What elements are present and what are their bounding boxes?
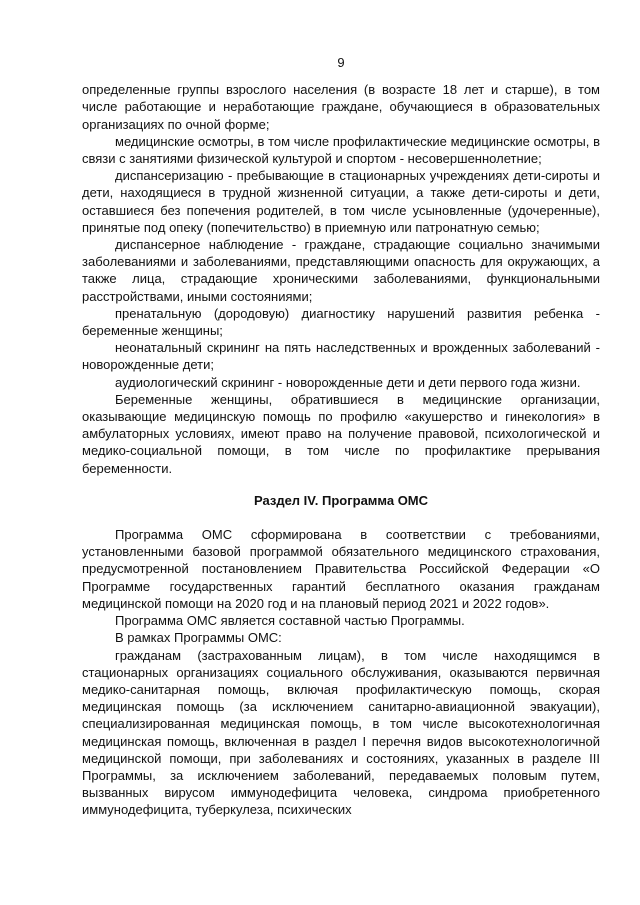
paragraph: Программа ОМС является составной частью Программы. bbox=[115, 613, 465, 629]
page-number: 9 bbox=[337, 55, 345, 70]
paragraph: гражданам (застрахованным лицам), в том числе находящимся в стационарных организациях социального обслуживания, оказываются первичная медико-санитарная помощь, включая профилактическую помощь, скорая медицинская помощь (за исключением санитарно-авиационной эвакуации), специализированная медицинская помощь, в том числе высокотехнологичная медицинская помощь, включенная в раздел I перечня видов высокотехнологичной медицинской помощи, при заболеваниях и состояниях, указанных в разделе III Программы, за исключением заболеваний, передаваемых половым путем, вызванных вирусом иммунодефицита человека, синдрома приобретенного иммунодефицита, туберкулеза, психических bbox=[82, 647, 600, 818]
paragraph: диспансерное наблюдение - граждане, страдающие социально значимыми заболеваниями и заболеваниями, представляющими опасность для окружающих, а также лица, страдающие хроническими заболеваниями, функциональными расстройствами, иными состояниями; bbox=[82, 237, 600, 304]
paragraph: Беременные женщины, обратившиеся в медицинские организации, оказывающие медицинскую помощь по профилю «акушерство и гинекология» в амбулаторных условиях, имеют право на получение правовой, психологической и медико-социальной помощи, в том числе по профилактике прерывания беременности. bbox=[82, 391, 600, 476]
paragraph: аудиологический скрининг - новорожденные дети и дети первого года жизни. bbox=[115, 374, 581, 390]
paragraph: неонатальный скрининг на пять наследственных и врожденных заболеваний - новорожденные дети; bbox=[82, 340, 600, 373]
document-page bbox=[82, 54, 600, 819]
paragraph: определенные группы взрослого населения (в возрасте 18 лет и старше), в том числе работающие и неработающие граждане, обучающиеся в образовательных организациях по очной форме; bbox=[82, 82, 600, 132]
paragraph: В рамках Программы ОМС: bbox=[115, 630, 282, 646]
paragraph: диспансеризацию - пребывающие в стационарных учреждениях дети-сироты и дети, находящиеся в трудной жизненной ситуации, а также дети-сироты и дети, оставшиеся без попечения родителей, в том числе усыновленные (удочеренные), принятые под опеку (попечительство) в приемную или патронатную семью; bbox=[82, 168, 600, 235]
paragraph: медицинские осмотры, в том числе профилактические медицинские осмотры, в связи с занятиями физической культурой и спортом - несовершеннолетние; bbox=[82, 133, 600, 167]
paragraph: Программа ОМС сформирована в соответствии с требованиями, установленными базовой программой обязательного медицинского страхования, предусмотренной постановлением Правительства Российской Федерации «О Программе государственных гарантий бесплатного оказания гражданам медицинской помощи на 2020 год и на плановый период 2021 и 2022 годов». bbox=[82, 527, 600, 611]
paragraph: пренатальную (дородовую) диагностику нарушений развития ребенка - беременные женщины; bbox=[82, 305, 600, 339]
section-heading: Раздел IV. Программа ОМС bbox=[253, 492, 429, 508]
